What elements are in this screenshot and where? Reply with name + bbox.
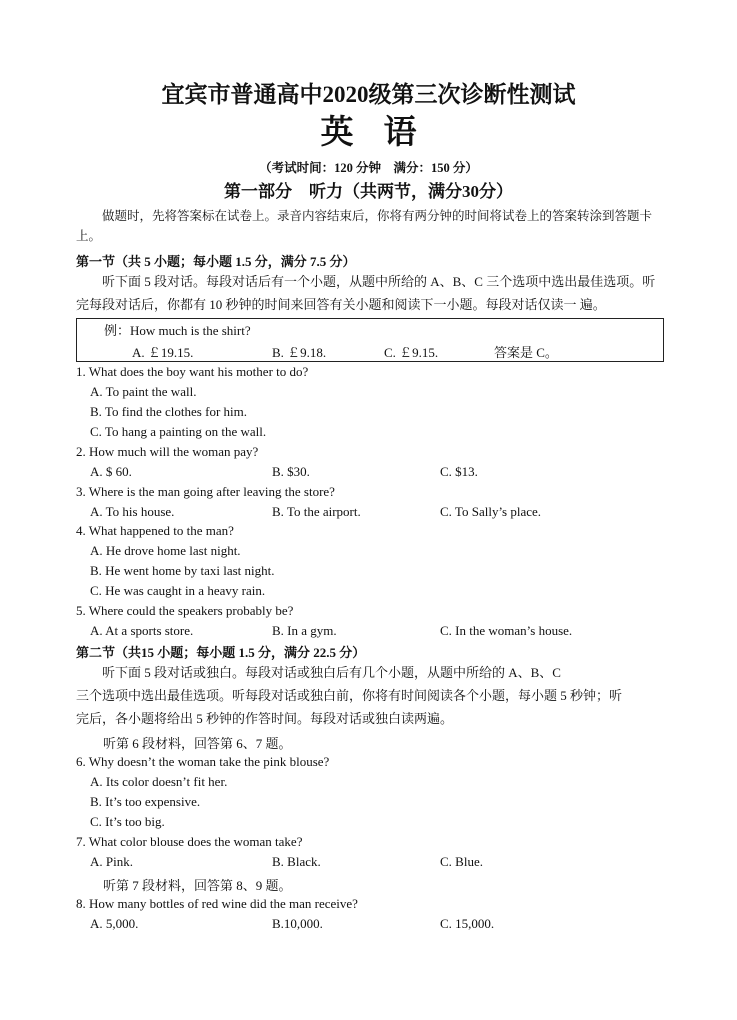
question-option: B. It’s too expensive. <box>90 794 201 809</box>
section2-para-line1: 听下面 5 段对话或独白。每段对话或独白后有几个小题，从题中所给的 A、B、C <box>102 665 561 680</box>
question-option: C. He was caught in a heavy rain. <box>90 583 266 598</box>
question-option: C. To Sally’s place. <box>440 504 542 519</box>
question-option: B. $30. <box>272 464 310 479</box>
question-option: C. In the woman’s house. <box>440 623 573 638</box>
part-title: 第一部分 听力（共两节，满分30分） <box>224 182 513 201</box>
question-option: C. $13. <box>440 464 478 479</box>
question-option: B.10,000. <box>272 916 323 931</box>
material-note: 听第 7 段材料，回答第 8、9 题。 <box>103 878 292 893</box>
exam-info: （考试时间：120 分钟 满分：150 分） <box>259 161 478 175</box>
question-option: A. At a sports store. <box>90 623 194 638</box>
section2-para-line3: 完后，各小题将给出 5 秒钟的作答时间。每段对话或独白读两遍。 <box>76 711 454 726</box>
question-option: A. He drove home last night. <box>90 543 241 558</box>
question-stem: 2. How much will the woman pay? <box>76 444 259 459</box>
section1-para-line2: 完每段对话后，你都有 10 秒钟的时间来回答有关小题和阅读下一小题。每段对话仅读一 遍。 <box>76 297 606 312</box>
instructions: 做题时，先将答案标在试卷上。录音内容结束后，你将有两分钟的时间将试卷上的答案转涂到答题卡上。 <box>76 208 653 243</box>
question-option: A. Pink. <box>90 854 133 869</box>
question-stem: 8. How many bottles of red wine did the man receive? <box>76 896 358 911</box>
exam-title: 宜宾市普通高中2020级第三次诊断性测试 <box>161 82 576 107</box>
question-option: A. To paint the wall. <box>90 384 197 399</box>
question-stem: 6. Why doesn’t the woman take the pink blouse? <box>76 754 330 769</box>
question-option: C. To hang a painting on the wall. <box>90 424 267 439</box>
question-stem: 5. Where could the speakers probably be? <box>76 603 294 618</box>
question-option: A. $ 60. <box>90 464 132 479</box>
question-option: C. Blue. <box>440 854 483 869</box>
question-stem: 7. What color blouse does the woman take? <box>76 834 303 849</box>
example-option-a: A. ￡19.15. <box>132 345 194 360</box>
question-option: B. To find the clothes for him. <box>90 404 247 419</box>
example-answer: 答案是 C。 <box>494 345 558 360</box>
question-option: C. It’s too big. <box>90 814 165 829</box>
section2-heading: 第二节（共15 小题；每小题 1.5 分，满分 22.5 分） <box>76 645 366 660</box>
question-option: B. To the airport. <box>272 504 361 519</box>
question-option: B. Black. <box>272 854 321 869</box>
question-option: C. 15,000. <box>440 916 495 931</box>
question-stem: 3. Where is the man going after leaving the store? <box>76 484 335 499</box>
material-note: 听第 6 段材料，回答第 6、7 题。 <box>103 736 292 751</box>
section2-para-line2: 三个选项中选出最佳选项。听每段对话或独白前，你将有时间阅读各个小题，每小题 5 秒钟；听 <box>76 688 623 703</box>
question-option: B. In a gym. <box>272 623 337 638</box>
subject-title: 英语 <box>320 115 447 151</box>
question-option: A. 5,000. <box>90 916 139 931</box>
example-question: 例：How much is the shirt? <box>104 323 251 338</box>
question-option: A. Its color doesn’t fit her. <box>90 774 228 789</box>
section1-heading: 第一节（共 5 小题；每小题 1.5 分，满分 7.5 分） <box>76 254 356 269</box>
question-stem: 4. What happened to the man? <box>76 523 234 538</box>
example-option-b: B. ￡9.18. <box>272 345 327 360</box>
example-option-c: C. ￡9.15. <box>384 345 439 360</box>
question-option: A. To his house. <box>90 504 175 519</box>
section1-para-line1: 听下面 5 段对话。每段对话后有一个小题，从题中所给的 A、B、C 三个选项中选出最佳选项。听 <box>102 274 656 289</box>
question-option: B. He went home by taxi last night. <box>90 563 275 578</box>
question-stem: 1. What does the boy want his mother to do? <box>76 364 309 379</box>
